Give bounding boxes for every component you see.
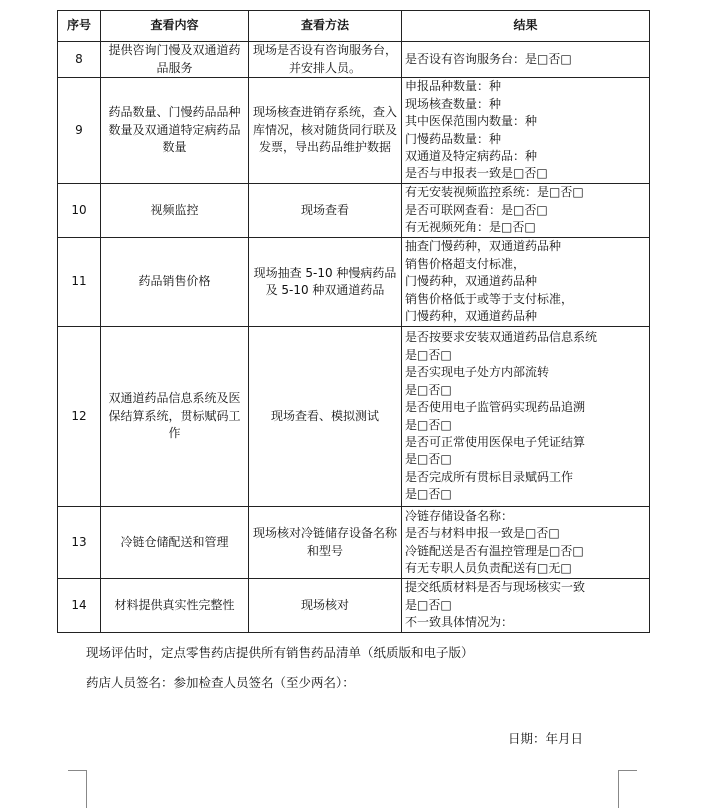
row-result bbox=[402, 327, 650, 507]
row-no: 9 bbox=[58, 78, 101, 184]
table-row bbox=[58, 579, 650, 633]
result-line: 是□否□ bbox=[405, 452, 452, 467]
result-line: 有无安装视频监控系统：是□否□ bbox=[405, 185, 584, 200]
result-line: 门慢药种，双通道药品种 bbox=[405, 274, 538, 289]
result-line: 是否可联网查看：是□否□ bbox=[405, 202, 548, 217]
row-no: 10 bbox=[58, 184, 101, 238]
table-row bbox=[58, 42, 650, 78]
row-method: 现场核对冷链储存设备名称和型号 bbox=[249, 507, 402, 579]
result-line: 门慢药品数量：种 bbox=[405, 131, 502, 146]
row-result bbox=[402, 579, 650, 633]
result-line: 抽查门慢药种，双通道药品种 bbox=[405, 239, 562, 254]
result-line: 是否实现电子处方内部流转 bbox=[405, 365, 550, 380]
row-method: 现场是否设有咨询服务台，并安排人员。 bbox=[249, 42, 402, 78]
result-line: 是□否□ bbox=[405, 347, 452, 362]
result-line: 销售价格超支付标准， bbox=[405, 256, 526, 271]
signature-line: 药店人员签名：参加检查人员签名（至少两名）： bbox=[86, 675, 355, 690]
row-result bbox=[402, 507, 650, 579]
result-line: 现场核查数量：种 bbox=[405, 96, 502, 111]
header-result: 结果 bbox=[402, 11, 650, 42]
result-line: 是否与材料申报一致是□否□ bbox=[405, 526, 560, 541]
row-content: 药品销售价格 bbox=[101, 238, 249, 327]
submission-note: 现场评估时，定点零售药店提供所有销售药品清单（纸质版和电子版） bbox=[86, 645, 474, 660]
result-line: 是否可正常使用医保电子凭证结算 bbox=[405, 434, 586, 449]
result-line: 是□否□ bbox=[405, 487, 452, 502]
row-result bbox=[402, 184, 650, 238]
table-row bbox=[58, 78, 650, 184]
row-method: 现场查看、模拟测试 bbox=[249, 327, 402, 507]
result-line: 是否完成所有贯标目录赋码工作 bbox=[405, 469, 574, 484]
result-line: 销售价格低于或等于支付标准， bbox=[405, 291, 574, 306]
table-header-row bbox=[58, 11, 650, 42]
row-content: 双通道药品信息系统及医保结算系统，贯标赋码工作 bbox=[101, 327, 249, 507]
result-line: 是□否□ bbox=[405, 597, 452, 612]
result-line: 是否设有咨询服务台：是□否□ bbox=[405, 51, 572, 66]
result-line: 是□否□ bbox=[405, 417, 452, 432]
row-method: 现场核对 bbox=[249, 579, 402, 633]
table-row bbox=[58, 507, 650, 579]
header-content: 查看内容 bbox=[101, 11, 249, 42]
result-line: 不一致具体情况为： bbox=[405, 615, 514, 630]
result-line: 冷链配送是否有温控管理是□否□ bbox=[405, 543, 584, 558]
row-method: 现场抽查 5-10 种慢病药品及 5-10 种双通道药品 bbox=[249, 238, 402, 327]
result-line: 门慢药种，双通道药品种 bbox=[405, 309, 538, 324]
table-row bbox=[58, 327, 650, 507]
result-line: 有无专职人员负责配送有□无□ bbox=[405, 560, 572, 575]
page-corner-mark-left bbox=[68, 770, 87, 808]
row-no: 14 bbox=[58, 579, 101, 633]
page-corner-mark-right bbox=[618, 770, 637, 808]
header-no: 序号 bbox=[58, 11, 101, 42]
table-row bbox=[58, 184, 650, 238]
result-line: 有无视频死角：是□否□ bbox=[405, 220, 536, 235]
row-content: 冷链仓储配送和管理 bbox=[101, 507, 249, 579]
result-line: 双通道及特定病药品：种 bbox=[405, 148, 538, 163]
row-no: 8 bbox=[58, 42, 101, 78]
result-line: 是□否□ bbox=[405, 382, 452, 397]
row-content: 材料提供真实性完整性 bbox=[101, 579, 249, 633]
row-result bbox=[402, 238, 650, 327]
row-content: 视频监控 bbox=[101, 184, 249, 238]
result-line: 是否使用电子监管码实现药品追溯 bbox=[405, 400, 586, 415]
result-line: 提交纸质材料是否与现场核实一致 bbox=[405, 580, 586, 595]
row-no: 11 bbox=[58, 238, 101, 327]
date-line: 日期：年月日 bbox=[508, 731, 584, 746]
result-line: 申报品种数量：种 bbox=[405, 79, 502, 94]
row-content: 药品数量、门慢药品品种数量及双通道特定病药品数量 bbox=[101, 78, 249, 184]
result-line: 是否按要求安装双通道药品信息系统 bbox=[405, 330, 598, 345]
header-method: 查看方法 bbox=[249, 11, 402, 42]
table-row bbox=[58, 238, 650, 327]
result-line: 是否与申报表一致是□否□ bbox=[405, 166, 548, 181]
row-result bbox=[402, 78, 650, 184]
result-line: 冷链存储设备名称： bbox=[405, 508, 514, 523]
result-line: 其中医保范围内数量：种 bbox=[405, 114, 538, 129]
inspection-table bbox=[57, 10, 650, 633]
row-method: 现场查看 bbox=[249, 184, 402, 238]
row-content: 提供咨询门慢及双通道药品服务 bbox=[101, 42, 249, 78]
row-result bbox=[402, 42, 650, 78]
row-no: 12 bbox=[58, 327, 101, 507]
row-method: 现场核查进销存系统，查入库情况，核对随货同行联及发票，导出药品维护数据 bbox=[249, 78, 402, 184]
row-no: 13 bbox=[58, 507, 101, 579]
